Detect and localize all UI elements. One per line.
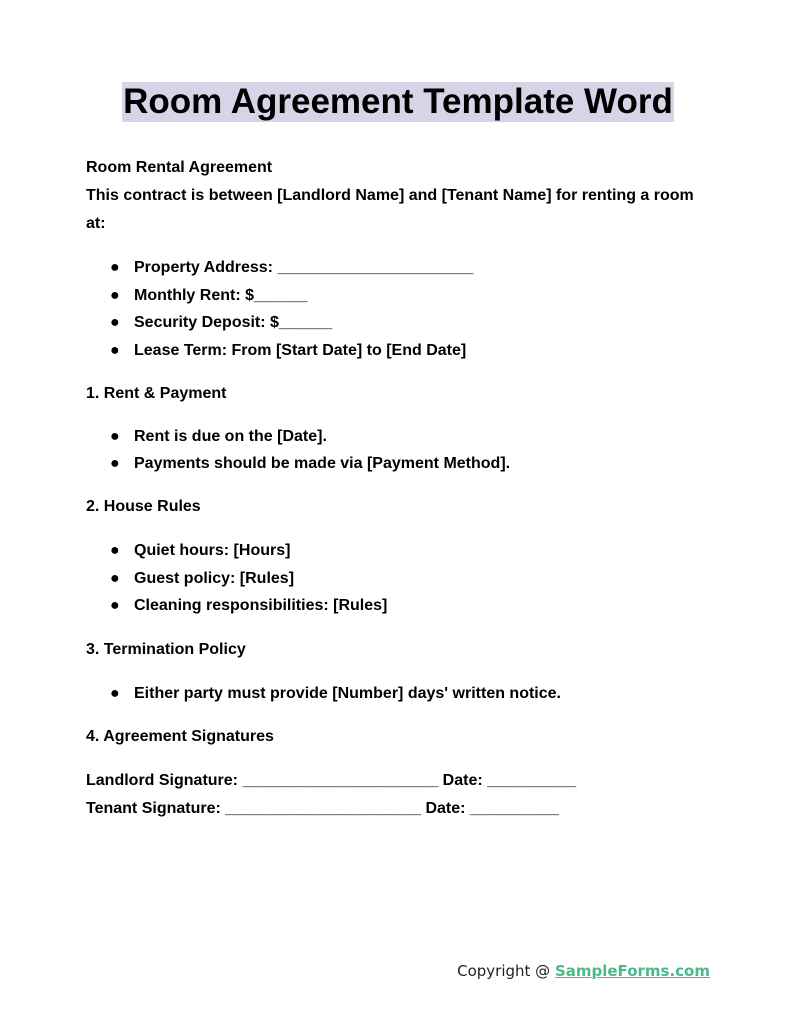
landlord-signature-line: Landlord Signature: ______________________ Date: __________ (86, 772, 577, 789)
agreement-subtitle: Room Rental Agreement (86, 159, 273, 176)
page-title: Room Agreement Template Word (123, 82, 673, 121)
title-wrapper (0, 82, 796, 122)
list-item (86, 592, 706, 620)
tenant-signature-line: Tenant Signature: ______________________ Date: __________ (86, 800, 559, 817)
section-heading-rent-payment: 1. Rent & Payment (86, 385, 227, 402)
bullet-icon: ● (110, 684, 120, 702)
list-item (86, 254, 706, 282)
bullet-icon: ● (110, 569, 120, 587)
section-heading-house-rules: 2. House Rules (86, 498, 201, 515)
detail-monthly-rent: Monthly Rent: $______ (134, 286, 308, 304)
details-list (86, 254, 706, 364)
bullet-icon: ● (110, 341, 120, 359)
list-item (86, 309, 706, 337)
quiet-hours-item: Quiet hours: [Hours] (134, 542, 291, 559)
list-item (86, 537, 706, 565)
list-item (86, 451, 706, 478)
notice-item: Either party must provide [Number] days' written notice. (134, 684, 561, 702)
guest-policy-item: Guest policy: [Rules] (134, 569, 295, 587)
bullet-icon: ● (110, 314, 120, 331)
list-item (86, 282, 706, 310)
section-heading-termination: 3. Termination Policy (86, 640, 246, 658)
rent-payment-list (86, 424, 706, 477)
list-item (86, 680, 706, 708)
signature-block (86, 767, 706, 823)
bullet-icon: ● (110, 428, 120, 445)
rent-due-item: Rent is due on the [Date]. (134, 428, 327, 445)
section-heading-signatures: 4. Agreement Signatures (86, 728, 274, 745)
agreement-intro: This contract is between [Landlord Name] and [Tenant Name] for renting a room at: (86, 187, 694, 232)
bullet-icon: ● (110, 597, 120, 614)
list-item (86, 424, 706, 451)
cleaning-item: Cleaning responsibilities: [Rules] (134, 597, 388, 614)
termination-list (86, 680, 706, 708)
copyright-footer (457, 962, 710, 980)
bullet-icon: ● (110, 542, 120, 559)
brand-link[interactable]: SampleForms.com (554, 962, 710, 980)
bullet-icon: ● (110, 286, 120, 304)
detail-lease-term: Lease Term: From [Start Date] to [End Date] (134, 341, 467, 359)
list-item (86, 337, 706, 365)
document-body (86, 154, 706, 823)
payment-method-item: Payments should be made via [Payment Method]. (134, 454, 511, 472)
detail-property-address: Property Address: ______________________ (134, 259, 474, 276)
house-rules-list (86, 537, 706, 620)
copyright-prefix: Copyright @ (457, 962, 555, 980)
detail-security-deposit: Security Deposit: $______ (134, 314, 333, 331)
bullet-icon: ● (110, 259, 120, 276)
bullet-icon: ● (110, 454, 120, 472)
list-item (86, 565, 706, 593)
